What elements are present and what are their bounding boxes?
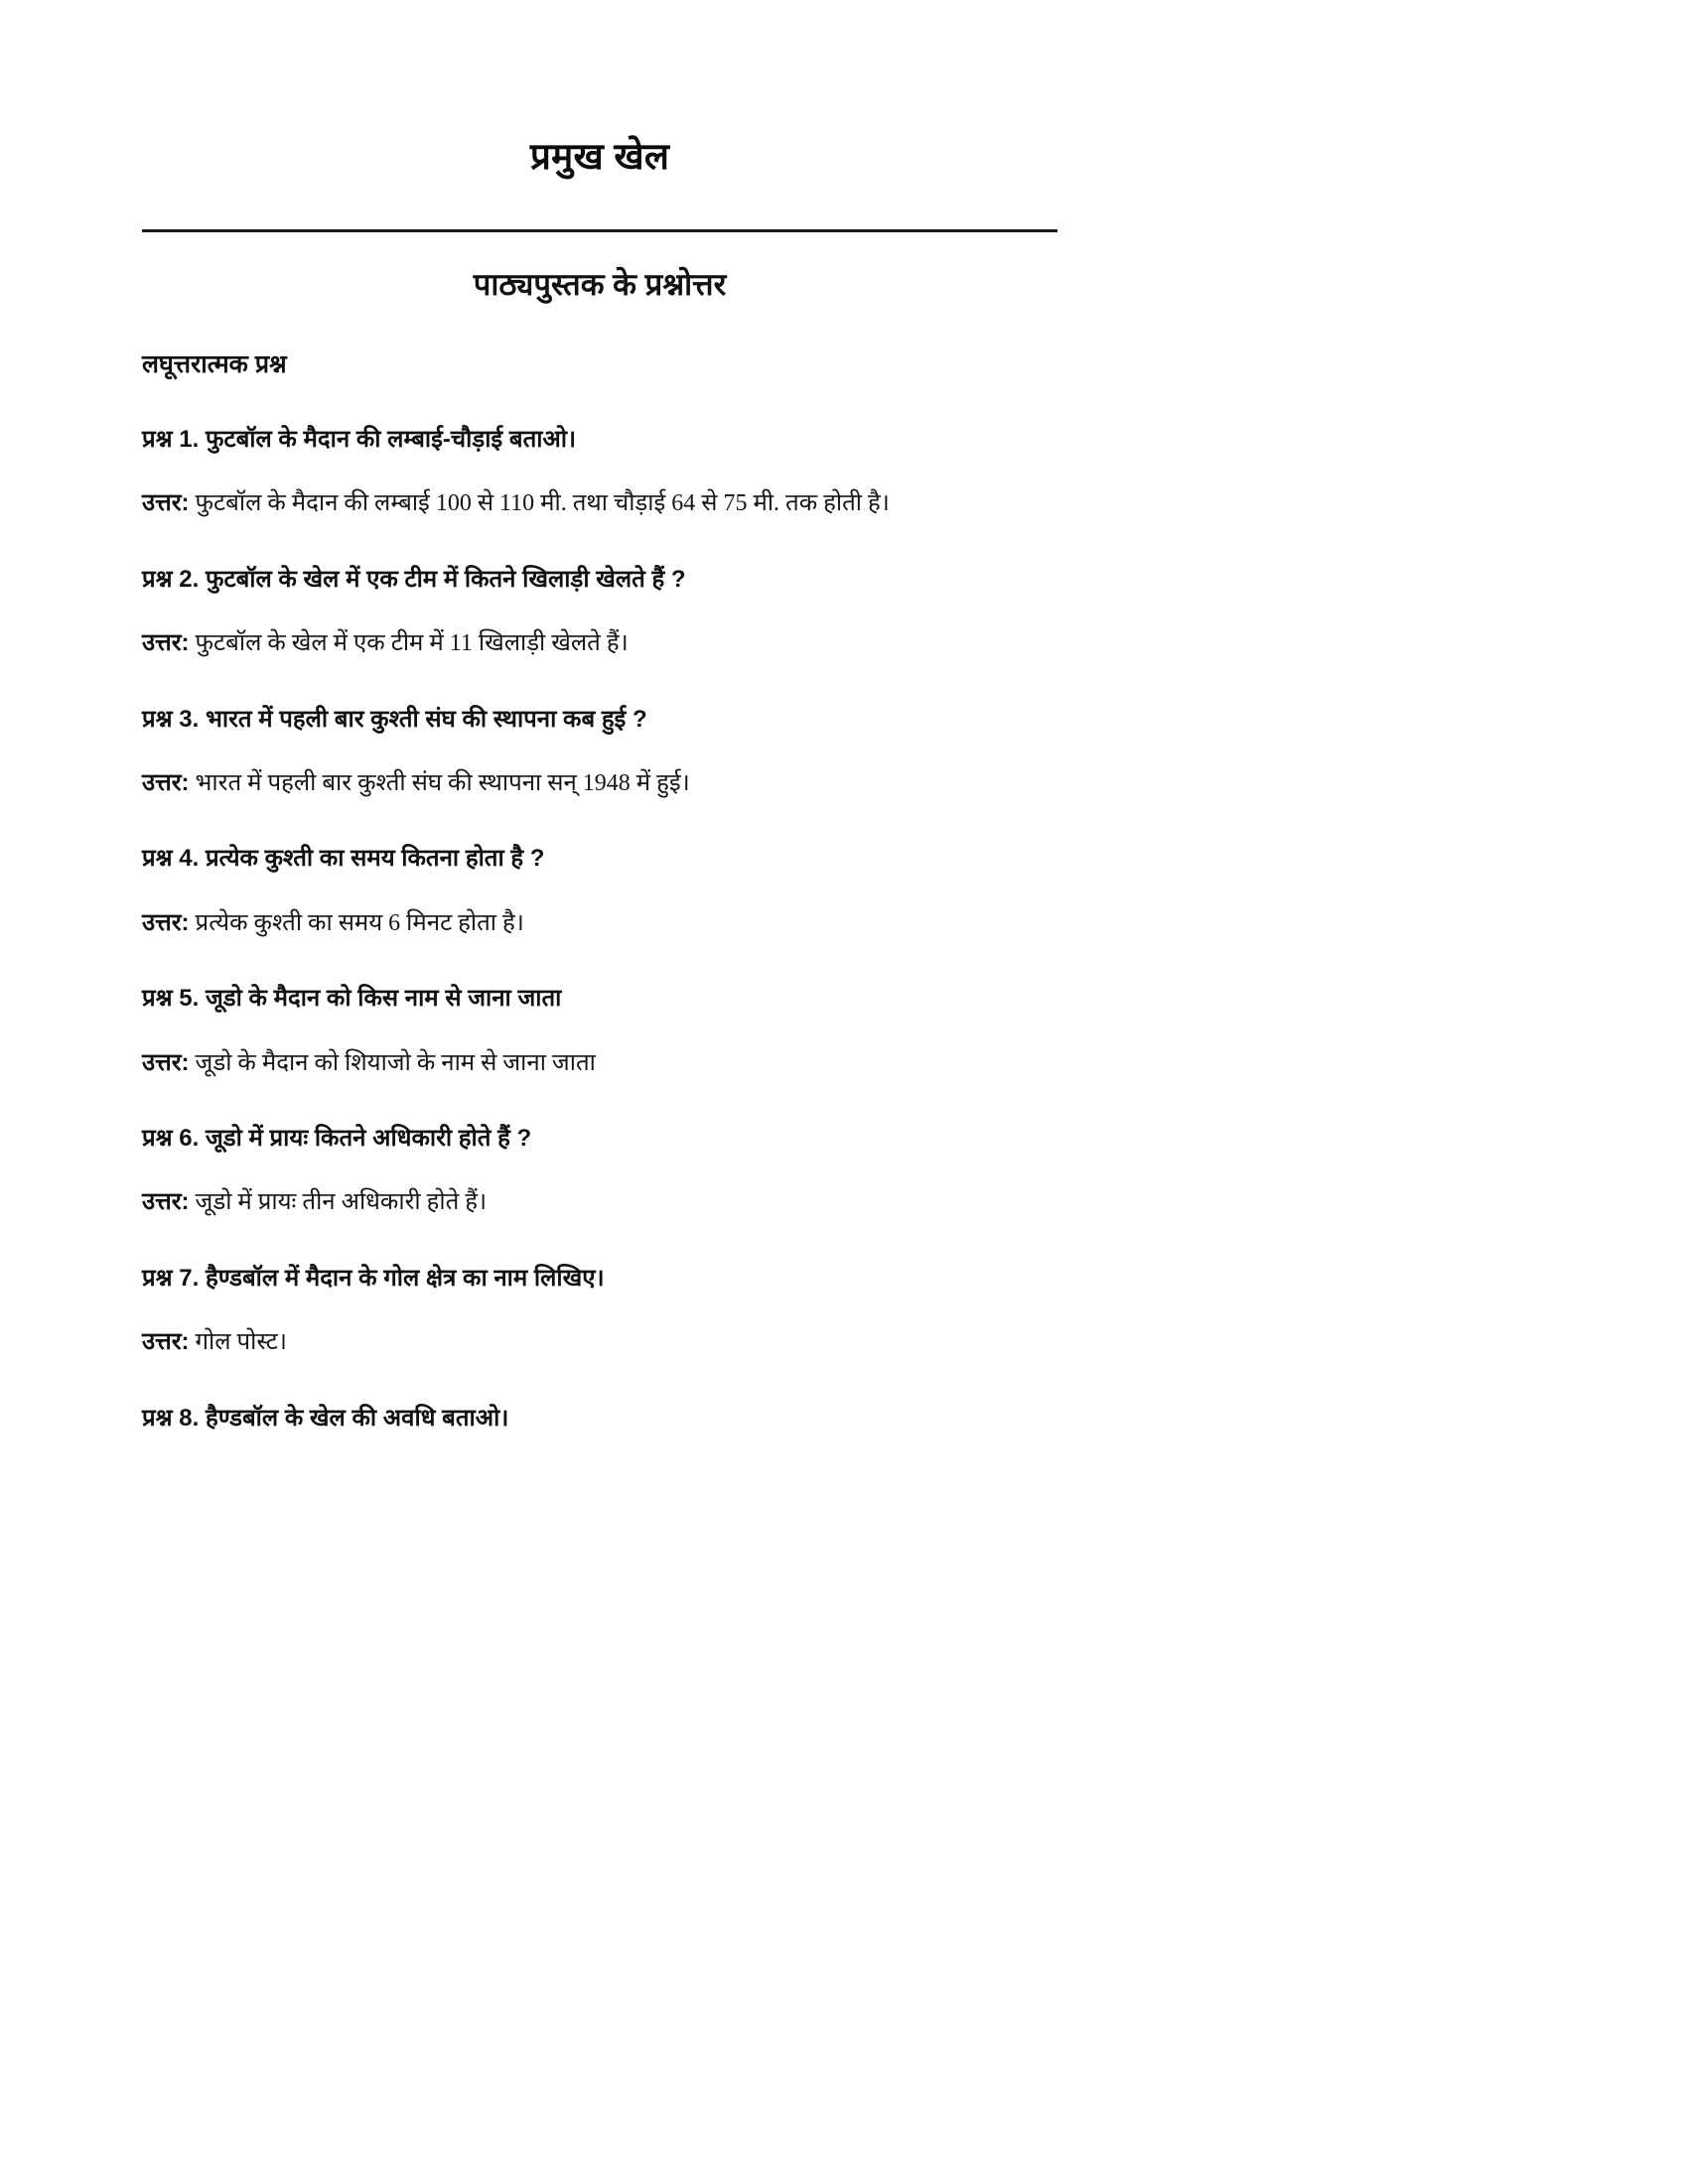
answer-text: भारत में पहली बार कुश्ती संघ की स्थापना सन् 1948 में हुई।	[195, 770, 690, 796]
qa-item	[142, 380, 1057, 520]
question-text: प्रश्न 2. फुटबॉल के खेल में एक टीम में कितने खिलाड़ी खेलते हैं ?	[142, 565, 686, 593]
question-text: प्रश्न 3. भारत में पहली बार कुश्ती संघ की स्थापना कब हुई ?	[142, 705, 647, 733]
answer-text: फुटबॉल के मैदान की लम्बाई 100 से 110 मी. तथा चौड़ाई 64 से 75 मी. तक होती है।	[195, 490, 890, 517]
qa-item	[142, 520, 1057, 660]
question-text: प्रश्न 1. फुटबॉल के मैदान की लम्बाई-चौड़ाई बताओ।	[142, 426, 577, 454]
answer-label: उत्तर:	[142, 908, 190, 936]
answer-label: उत्तर:	[142, 1328, 190, 1356]
answer-block	[142, 736, 1057, 799]
document-subtitle: पाठ्यपुस्तक के प्रश्नोत्तर	[473, 267, 727, 303]
answer-text: जूडो के मैदान को शियाजो के नाम से जाना जाता	[195, 1049, 596, 1076]
qa-item	[142, 660, 1057, 800]
question-text: प्रश्न 4. प्रत्येक कुश्ती का समय कितना होता है ?	[142, 845, 545, 873]
answer-block	[142, 456, 1057, 519]
qa-item	[142, 1359, 1057, 1434]
answer-label: उत्तर:	[142, 1048, 190, 1076]
section-heading-short-answer: लघूत्तरात्मक प्रश्न	[142, 349, 287, 378]
answer-block	[142, 596, 1057, 659]
qa-item	[142, 1219, 1057, 1359]
page-title: प्रमुख खेल	[529, 136, 670, 177]
answer-block	[142, 1155, 1057, 1218]
question-text: प्रश्न 5. जूडो के मैदान को किस नाम से जाना जाता	[142, 985, 562, 1013]
answer-label: उत्तर:	[142, 629, 190, 657]
answer-text: प्रत्येक कुश्ती का समय 6 मिनट होता है।	[195, 909, 524, 936]
answer-label: उत्तर:	[142, 489, 190, 517]
qa-item	[142, 1079, 1057, 1219]
answer-block	[142, 1295, 1057, 1358]
answer-text: गोल पोस्ट।	[195, 1329, 287, 1356]
answer-block	[142, 1016, 1057, 1079]
qa-item	[142, 799, 1057, 939]
answer-block	[142, 876, 1057, 939]
answer-text: जूडो में प्रायः तीन अधिकारी होते हैं।	[195, 1189, 488, 1216]
question-text: प्रश्न 8. हैण्डबॉल के खेल की अवधि बताओ।	[142, 1404, 509, 1432]
question-text: प्रश्न 6. जूडो में प्रायः कितने अधिकारी होते हैं ?	[142, 1124, 532, 1152]
answer-label: उत्तर:	[142, 769, 190, 796]
answer-text: फुटबॉल के खेल में एक टीम में 11 खिलाड़ी खेलते हैं।	[195, 630, 629, 657]
answer-label: उत्तर:	[142, 1188, 190, 1216]
qa-item	[142, 939, 1057, 1079]
question-text: प्रश्न 7. हैण्डबॉल में मैदान के गोल क्षेत्र का नाम लिखिए।	[142, 1264, 605, 1292]
qa-list	[142, 380, 1057, 1434]
